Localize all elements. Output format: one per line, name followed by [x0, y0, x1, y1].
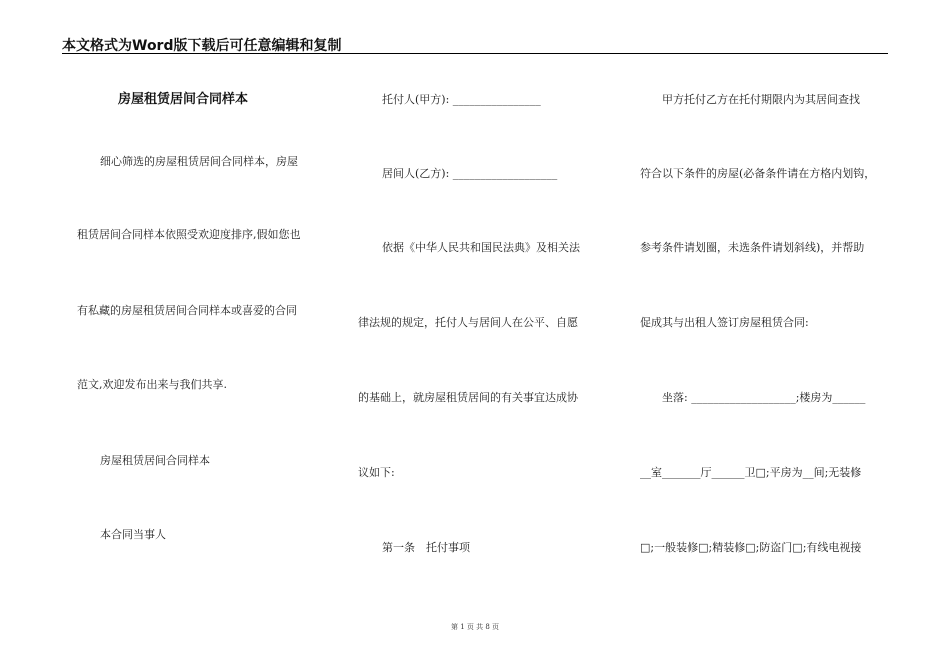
party-a-line: 托付人(甲方): ________________: [382, 93, 541, 106]
document-header: 本文格式为Word版下载后可任意编辑和复制: [62, 38, 342, 54]
paragraph-line: 的基础上，就房屋租赁居间的有关事宜达成协: [358, 391, 578, 404]
paragraph-line: 范文,欢迎发布出来与我们共享.: [77, 378, 227, 391]
paragraph-line: 有私藏的房屋租赁居间合同样本或喜爱的合同: [77, 304, 297, 317]
paragraph-line: 议如下:: [358, 466, 395, 479]
paragraph-line: 依据《中华人民共和国民法典》及相关法: [382, 241, 580, 254]
page-number: 第 1 页 共 8 页: [450, 623, 500, 631]
paragraph-line: 律法规的规定，托付人与居间人在公平、自愿: [358, 316, 578, 329]
paragraph-line: 参考条件请划圈，未选条件请划斜线)，并帮助: [640, 241, 865, 254]
paragraph-line: 租赁居间合同样本依照受欢迎度排序,假如您也: [77, 228, 301, 241]
paragraph-line: 符合以下条件的房屋(必备条件请在方格内划钩，: [640, 167, 876, 180]
party-b-line: 居间人(乙方): ___________________: [382, 167, 558, 180]
header-rule: [62, 53, 888, 54]
paragraph-line: 甲方托付乙方在托付期限内为其居间查找: [662, 93, 860, 106]
room-spec-line: __室_______厅______卫□;平房为__间;无装修: [640, 466, 862, 479]
paragraph-line: 促成其与出租人签订房屋租赁合同:: [640, 316, 809, 329]
decoration-spec-line: □;一般装修□;精装修□;防盗门□;有线电视接: [640, 541, 862, 554]
location-line: 坐落: ___________________;楼房为______: [662, 391, 866, 404]
paragraph-line: 本合同当事人: [100, 528, 166, 541]
document-title: 房屋租赁居间合同样本: [118, 92, 249, 107]
article-heading: 第一条 托付事项: [382, 541, 470, 554]
section-heading: 房屋租赁居间合同样本: [100, 454, 210, 467]
paragraph-line: 细心筛选的房屋租赁居间合同样本，房屋: [100, 155, 298, 168]
